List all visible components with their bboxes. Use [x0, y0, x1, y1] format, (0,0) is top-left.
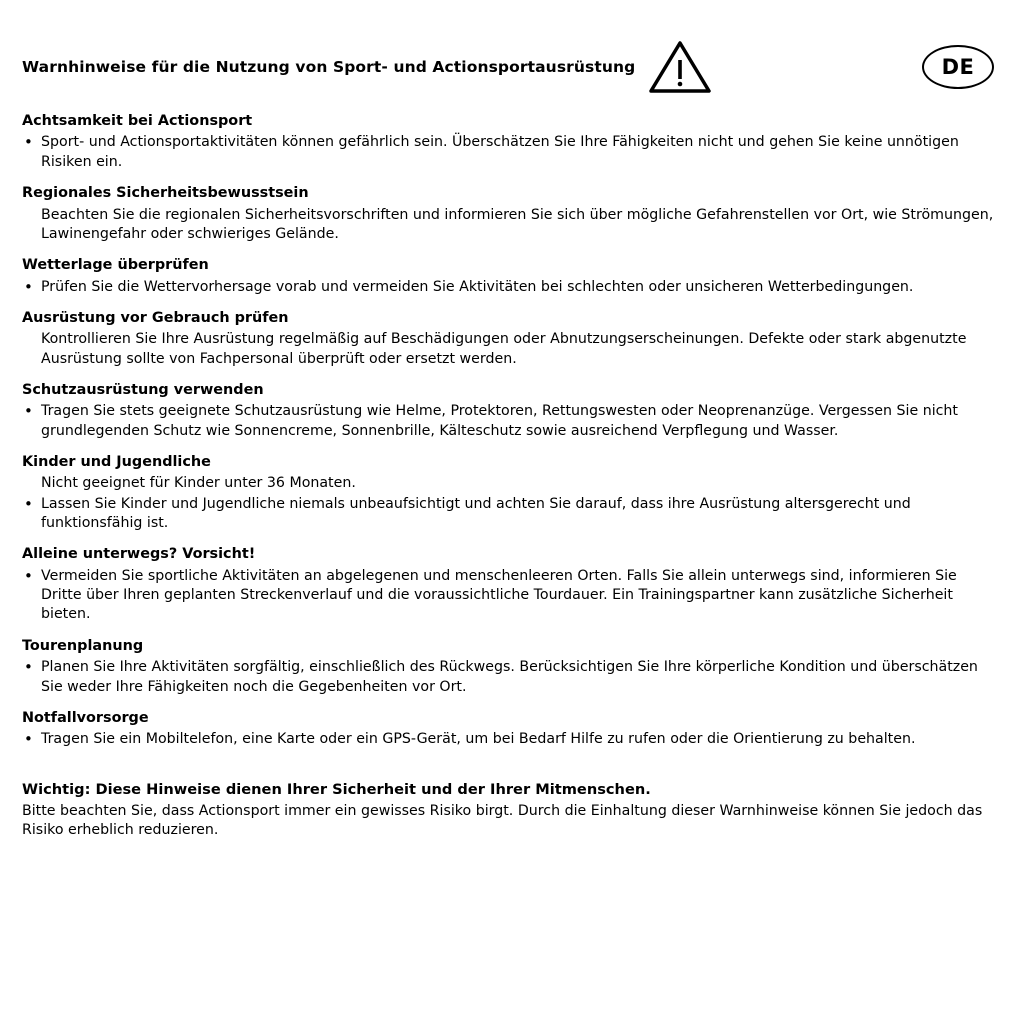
list-item: • Tragen Sie stets geeignete Schutzausrüstung wie Helme, Protektoren, Rettungswesten oder Neoprenanzüge. Vergessen Sie nicht grundlegenden Schutz wie Sonnencreme, Sonnenbrille, Kälteschutz sowie ausreichend Verpflegung und Wasser. [22, 402, 994, 441]
list-item: • Sport- und Actionsportaktivitäten können gefährlich sein. Überschätzen Sie Ihre Fähigkeiten nicht und gehen Sie keine unnötigen Risiken ein. [22, 133, 994, 172]
warning-triangle-icon [649, 41, 711, 93]
list-item: Beachten Sie die regionalen Sicherheitsvorschriften und informieren Sie sich über mögliche Gefahrenstellen vor Ort, wie Strömungen, Lawinengefahr oder schwieriges Gelände. [41, 206, 994, 242]
list-item: • Vermeiden Sie sportliche Aktivitäten an abgelegenen und menschenleeren Orten. Falls Sie allein unterwegs sind, informieren Sie Dritte über Ihren geplanten Streckenverlauf und die voraussichtliche Tourdauer. Ein Trainingspartner kann zusätzliche Sicherheit bieten. [22, 567, 994, 625]
section-title: Wetterlage überprüfen [22, 257, 209, 274]
section-lines [22, 658, 994, 697]
section-title: Notfallvorsorge [22, 709, 149, 726]
section-alleine-unterwegs [22, 545, 994, 624]
section-achtsamkeit [22, 112, 994, 172]
section-tourenplanung [22, 637, 994, 697]
section-notfallvorsorge [22, 709, 994, 750]
sections-container [22, 112, 994, 750]
section-lines [22, 330, 994, 369]
section-title: Alleine unterwegs? Vorsicht! [22, 546, 256, 563]
list-item: • Planen Sie Ihre Aktivitäten sorgfältig, einschließlich des Rückwegs. Berücksichtigen Sie Ihre körperliche Kondition und überschätzen Sie weder Ihre Fähigkeiten noch die Gegebenheiten vor Ort. [22, 658, 994, 697]
section-title: Ausrüstung vor Gebrauch prüfen [22, 309, 289, 326]
section-title: Kinder und Jugendliche [22, 454, 211, 470]
section-lines [22, 474, 994, 533]
section-title: Schutzausrüstung verwenden [22, 381, 264, 398]
section-regionales-sicherheitsbewusstsein [22, 184, 994, 244]
footer-title: Wichtig: Diese Hinweise dienen Ihrer Sicherheit und der Ihrer Mitmenschen. [22, 780, 651, 798]
section-kinder-jugendliche [22, 453, 994, 533]
list-item: Nicht geeignet für Kinder unter 36 Monaten. [41, 475, 356, 492]
list-item: Kontrollieren Sie Ihre Ausrüstung regelmäßig auf Beschädigungen oder Abnutzungserscheinungen. Defekte oder stark abgenutzte Ausrüstung sollte von Fachpersonal überprüft oder ersetzt werden. [41, 331, 967, 367]
document-footer [22, 780, 994, 841]
section-lines [22, 278, 994, 297]
section-lines [22, 206, 994, 245]
section-lines [22, 567, 994, 625]
footer-text: Bitte beachten Sie, dass Actionsport immer ein gewisses Risiko birgt. Durch die Einhaltung dieser Warnhinweise können Sie jedoch das Risiko erheblich reduzieren. [22, 802, 983, 839]
list-item: • Prüfen Sie die Wettervorhersage vorab und vermeiden Sie Aktivitäten bei schlechten oder unsicheren Wetterbedingungen. [22, 278, 994, 297]
section-ausruestung-pruefen [22, 309, 994, 369]
section-wetterlage [22, 256, 994, 297]
section-schutzausruestung [22, 381, 994, 441]
section-title: Tourenplanung [22, 637, 144, 654]
section-title: Achtsamkeit bei Actionsport [22, 113, 253, 129]
section-lines [22, 730, 994, 749]
document-header [22, 38, 994, 96]
section-title: Regionales Sicherheitsbewusstsein [22, 185, 309, 202]
list-item: • Tragen Sie ein Mobiltelefon, eine Karte oder ein GPS-Gerät, um bei Bedarf Hilfe zu rufen oder die Orientierung zu behalten. [22, 730, 994, 749]
list-item: • Lassen Sie Kinder und Jugendliche niemals unbeaufsichtigt und achten Sie darauf, dass ihre Ausrüstung altersgerecht und funktionsfähig ist. [22, 495, 994, 534]
section-lines [22, 133, 994, 172]
section-lines [22, 402, 994, 441]
country-code-badge: DE [922, 45, 994, 89]
page-title: Warnhinweise für die Nutzung von Sport- und Actionsportausrüstung [22, 57, 636, 76]
